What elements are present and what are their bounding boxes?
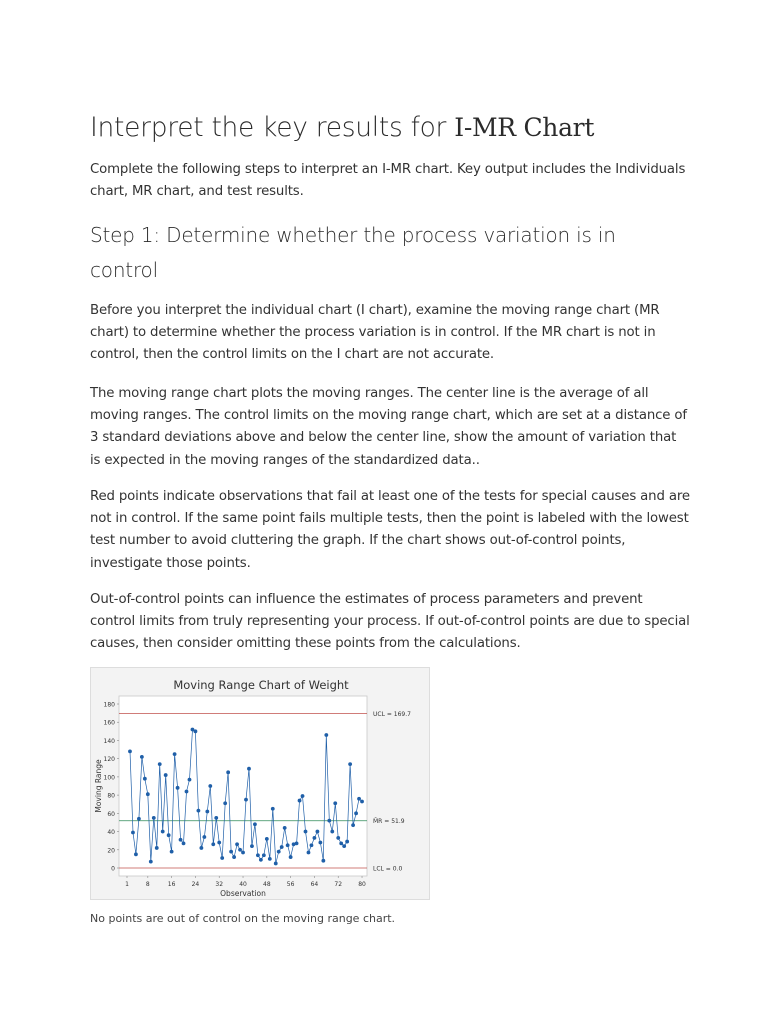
x-tick-label: 48 — [263, 881, 271, 888]
x-axis-label: Observation — [220, 889, 266, 898]
x-tick-label: 56 — [286, 881, 295, 888]
data-point — [316, 830, 320, 834]
page-title-chart-name: I-MR Chart — [454, 113, 595, 142]
figure-caption: No points are out of control on the moving range chart. — [90, 912, 396, 925]
data-point — [238, 848, 242, 852]
data-point — [182, 842, 186, 846]
x-tick-label: 64 — [310, 881, 319, 888]
data-point — [229, 850, 233, 854]
data-point — [277, 850, 281, 854]
data-point — [158, 762, 162, 766]
data-point — [283, 826, 287, 830]
data-point — [155, 846, 159, 850]
data-point — [357, 797, 361, 801]
y-tick-label: 40 — [107, 829, 115, 837]
page-title-text: Interpret the key results for — [90, 112, 455, 143]
data-point — [324, 733, 328, 737]
paragraph-red-points: Red points indicate observations that fail at least one of the tests for special causes and are not in control. If the same point fails multiple tests, then the point is labeled with the lowest test number to avoid cluttering the graph. If the chart shows out-of-control points, investigate those points. — [90, 489, 690, 571]
data-point — [226, 770, 230, 774]
x-tick-label: 72 — [334, 881, 343, 888]
x-tick-label: 80 — [358, 881, 366, 888]
data-point — [330, 830, 334, 834]
x-tick-label: 32 — [215, 881, 224, 888]
moving-range-chart — [91, 668, 429, 899]
paragraph-mr-chart: Before you interpret the individual chart (I chart), examine the moving range chart (MR chart) to determine whether the process variation is in control. If the MR chart is not in control, then the control limits on the I chart are not accurate. — [90, 303, 660, 363]
data-point — [152, 816, 156, 820]
paragraph-moving-range: The moving range chart plots the moving ranges. The center line is the average of all moving ranges. The control limits on the moving range chart, which are set at a distance of 3 standard deviations above and below the center line, show the amount of variation that is expected in the moving ranges of the standardized data.. — [90, 386, 687, 468]
data-point — [199, 846, 203, 850]
intro-paragraph: Complete the following steps to interpret an I-MR chart. Key output includes the Individuals chart, MR chart, and test results. — [90, 162, 686, 200]
y-tick-label: 100 — [103, 774, 115, 782]
data-point — [304, 830, 308, 834]
data-point — [262, 853, 266, 857]
data-point — [268, 857, 272, 861]
data-point — [265, 837, 269, 841]
data-point — [351, 823, 355, 827]
data-point — [253, 822, 257, 826]
x-tick-label: 24 — [191, 881, 200, 888]
data-point — [149, 860, 153, 864]
data-point — [179, 838, 183, 842]
data-point — [327, 819, 331, 823]
data-point — [197, 809, 201, 813]
data-point — [256, 853, 260, 857]
data-point — [342, 844, 346, 848]
data-point — [140, 755, 144, 759]
data-point — [295, 842, 299, 846]
data-point — [143, 777, 147, 781]
data-point — [170, 850, 174, 854]
data-point — [164, 773, 168, 777]
data-point — [211, 842, 215, 846]
data-point — [185, 790, 189, 794]
data-point — [280, 845, 284, 849]
y-tick-label: 180 — [103, 701, 115, 709]
moving-range-chart-figure — [90, 667, 430, 900]
data-point — [214, 816, 218, 820]
y-tick-label: 120 — [103, 756, 115, 764]
data-point — [134, 852, 138, 856]
data-point — [146, 792, 150, 796]
data-point — [354, 811, 358, 815]
x-tick-label: 40 — [239, 881, 247, 888]
y-tick-label: 80 — [107, 792, 115, 800]
data-point — [137, 817, 141, 821]
data-point — [321, 859, 325, 863]
data-point — [202, 835, 206, 839]
data-point — [167, 833, 171, 837]
data-point — [223, 801, 227, 805]
paragraph-out-of-control: Out-of-control points can influence the estimates of process parameters and prevent control limits from truly representing your process. If out-of-control points are due to special causes, then consider omitting these points from the calculations. — [90, 592, 690, 652]
data-point — [176, 786, 180, 790]
data-point — [348, 762, 352, 766]
data-point — [336, 836, 340, 840]
data-point — [173, 752, 177, 756]
data-point — [318, 841, 322, 845]
data-point — [333, 801, 337, 805]
data-point — [313, 836, 317, 840]
lcl-label: LCL = 0.0 — [373, 865, 403, 873]
data-point — [298, 799, 302, 803]
page-title — [90, 112, 750, 143]
data-point — [241, 851, 245, 855]
chart-title: Moving Range Chart of Weight — [173, 678, 349, 692]
data-point — [161, 830, 165, 834]
step1-heading: Step 1: Determine whether the process variation is in control — [90, 223, 616, 282]
y-tick-label: 60 — [107, 810, 115, 818]
y-axis-label: Moving Range — [94, 759, 103, 813]
y-tick-label: 140 — [103, 737, 115, 745]
data-point — [271, 807, 275, 811]
data-point — [301, 794, 305, 798]
y-tick-label: 160 — [103, 719, 115, 727]
data-point — [188, 778, 192, 782]
y-tick-label: 0 — [111, 865, 115, 873]
data-point — [131, 831, 135, 835]
data-point — [339, 842, 343, 846]
x-tick-label: 1 — [125, 881, 129, 888]
data-point — [244, 798, 248, 802]
data-point — [250, 844, 254, 848]
data-point — [194, 729, 198, 733]
data-point — [220, 856, 224, 860]
x-tick-label: 8 — [145, 881, 150, 888]
data-point — [360, 800, 364, 804]
data-point — [208, 784, 212, 788]
data-point — [217, 841, 221, 845]
x-tick-label: 16 — [167, 881, 176, 888]
data-point — [205, 810, 209, 814]
data-point — [274, 862, 278, 866]
data-point — [286, 843, 290, 847]
data-point — [307, 851, 311, 855]
center-label: M̄R = 51.9 — [373, 818, 405, 826]
data-point — [128, 749, 132, 753]
data-point — [259, 858, 263, 862]
data-point — [310, 843, 314, 847]
data-point — [345, 840, 349, 844]
data-point — [247, 767, 251, 771]
y-tick-label: 20 — [107, 847, 115, 855]
ucl-label: UCL = 169.7 — [373, 710, 411, 718]
data-point — [232, 855, 236, 859]
data-point — [235, 842, 239, 846]
data-point — [289, 855, 293, 859]
